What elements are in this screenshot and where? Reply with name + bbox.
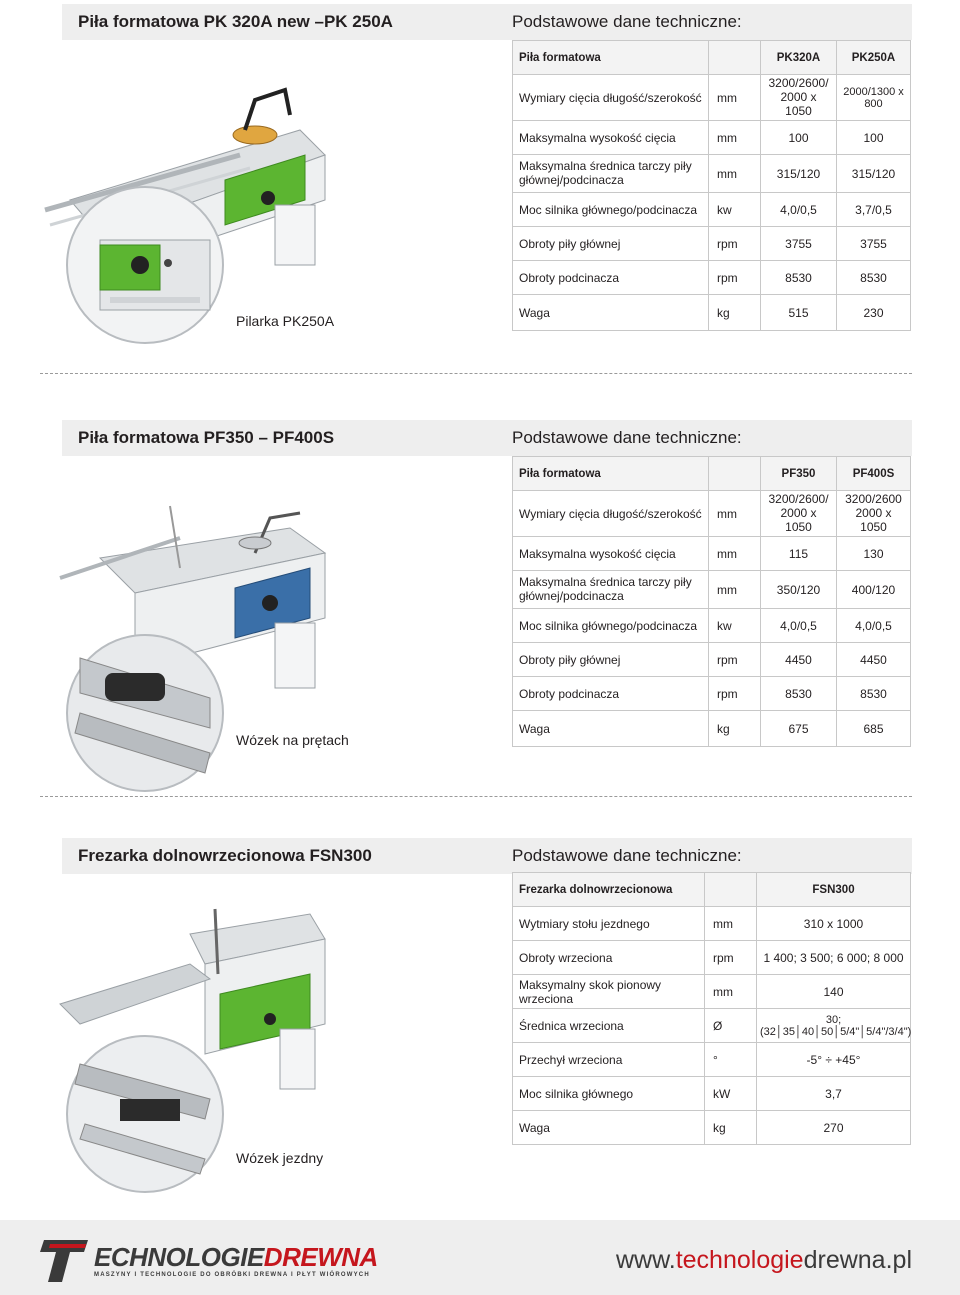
cell-unit: rpm <box>709 227 761 261</box>
section-title: Frezarka dolnowrzecionowa FSN300 <box>62 838 502 874</box>
cell-unit: rpm <box>709 261 761 295</box>
cell-label: Maksymalny skok pionowy wrzeciona <box>513 975 705 1009</box>
header-cell: Piła formatowa <box>513 457 709 491</box>
table-row <box>513 975 911 1009</box>
header-cell <box>709 457 761 491</box>
spec-table <box>512 456 911 747</box>
cell-value: 3755 <box>761 227 837 261</box>
cell-label: Obroty podcinacza <box>513 677 709 711</box>
cell-unit: kW <box>705 1077 757 1111</box>
header-cell: PK320A <box>761 41 837 75</box>
cell-value: 3,7 <box>757 1077 911 1111</box>
table-header-row <box>513 41 911 75</box>
cell-label: Obroty piły głównej <box>513 227 709 261</box>
cell-value: 30; (32│35│40│50│5/4"│5/4"/3/4") <box>757 1009 911 1043</box>
cell-value: 315/120 <box>761 155 837 193</box>
cell-unit: mm <box>709 155 761 193</box>
table-row <box>513 677 911 711</box>
cell-unit: mm <box>709 537 761 571</box>
cell-label: Przechył wrzeciona <box>513 1043 705 1077</box>
cell-label: Maksymalna średnica tarczy piły głównej/podcinacza <box>513 155 709 193</box>
website-link[interactable] <box>616 1246 912 1275</box>
cell-value: 2000/1300 x 800 <box>837 75 911 121</box>
cell-value: 270 <box>757 1111 911 1145</box>
cell-value: 3755 <box>837 227 911 261</box>
logo-word-1: ECHNOLOGIE <box>94 1242 264 1272</box>
logo-tagline: MASZYNY I TECHNOLOGIE DO OBRÓBKI DREWNA I PŁYT WIÓROWYCH <box>94 1272 370 1278</box>
cell-label: Waga <box>513 295 709 331</box>
cell-value: 400/120 <box>837 571 911 609</box>
table-row <box>513 121 911 155</box>
logo-text <box>94 1242 378 1278</box>
cell-value: 685 <box>837 711 911 747</box>
table-row <box>513 941 911 975</box>
header-cell: FSN300 <box>757 873 911 907</box>
brand-logo[interactable] <box>40 1234 378 1286</box>
cell-label: Wymiary cięcia długość/szerokość <box>513 75 709 121</box>
table-row <box>513 537 911 571</box>
table-row <box>513 491 911 537</box>
table-row <box>513 711 911 747</box>
header-cell: Frezarka dolnowrzecionowa <box>513 873 705 907</box>
cell-label: Obroty piły głównej <box>513 643 709 677</box>
header-cell: PF350 <box>761 457 837 491</box>
spec-table <box>512 40 911 331</box>
cell-label: Maksymalna wysokość cięcia <box>513 121 709 155</box>
table-row <box>513 193 911 227</box>
logo-t-icon <box>40 1236 90 1284</box>
cell-label: Obroty wrzeciona <box>513 941 705 975</box>
machine-photo <box>40 60 330 350</box>
cell-value: 115 <box>761 537 837 571</box>
cell-value: 100 <box>761 121 837 155</box>
table-row <box>513 609 911 643</box>
cell-value: 3,7/0,5 <box>837 193 911 227</box>
cell-unit: ° <box>705 1043 757 1077</box>
table-row <box>513 155 911 193</box>
cell-value: 100 <box>837 121 911 155</box>
table-header-row <box>513 457 911 491</box>
tech-data-title: Podstawowe dane techniczne: <box>502 420 912 456</box>
cell-label: Waga <box>513 1111 705 1145</box>
cell-value: 515 <box>761 295 837 331</box>
cell-unit: mm <box>705 907 757 941</box>
table-header-row <box>513 873 911 907</box>
photo-caption: Wózek na prętach <box>236 732 349 748</box>
cell-label: Moc silnika głównego/podcinacza <box>513 193 709 227</box>
cell-label: Maksymalna wysokość cięcia <box>513 537 709 571</box>
header-cell: PK250A <box>837 41 911 75</box>
cell-unit: kg <box>709 295 761 331</box>
cell-unit: Ø <box>705 1009 757 1043</box>
table-row <box>513 1043 911 1077</box>
footer <box>0 1220 960 1295</box>
url-part: www. <box>615 1246 676 1274</box>
cell-value: 8530 <box>837 677 911 711</box>
cell-unit: rpm <box>709 677 761 711</box>
cell-value: 140 <box>757 975 911 1009</box>
cell-value: 4,0/0,5 <box>761 609 837 643</box>
table-row <box>513 643 911 677</box>
logo-word-2: DREWNA <box>263 1242 378 1272</box>
cell-value: 8530 <box>761 261 837 295</box>
photo-caption: Wózek jezdny <box>236 1150 324 1166</box>
section-fsn <box>0 838 960 1178</box>
cell-label: Obroty podcinacza <box>513 261 709 295</box>
cell-label: Moc silnika głównego <box>513 1077 705 1111</box>
cell-unit: mm <box>709 121 761 155</box>
url-part: technologie <box>675 1246 804 1274</box>
cell-unit: kw <box>709 193 761 227</box>
cell-value: 4450 <box>761 643 837 677</box>
header-cell <box>705 873 757 907</box>
cell-unit: mm <box>709 571 761 609</box>
cell-label: Maksymalna średnica tarczy piły głównej/podcinacza <box>513 571 709 609</box>
header-cell <box>709 41 761 75</box>
section-pk <box>0 0 960 360</box>
cell-value: 310 x 1000 <box>757 907 911 941</box>
table-row <box>513 227 911 261</box>
cell-label: Średnica wrzeciona <box>513 1009 705 1043</box>
table-row <box>513 1077 911 1111</box>
table-row <box>513 295 911 331</box>
cell-unit: mm <box>709 75 761 121</box>
cell-value: -5° ÷ +45° <box>757 1043 911 1077</box>
machine-photo <box>40 498 330 798</box>
cell-value: 130 <box>837 537 911 571</box>
cell-value: 4450 <box>837 643 911 677</box>
table-row <box>513 261 911 295</box>
cell-unit: mm <box>705 975 757 1009</box>
cell-label: Waga <box>513 711 709 747</box>
cell-value: 315/120 <box>837 155 911 193</box>
cell-value: 4,0/0,5 <box>761 193 837 227</box>
tech-data-title: Podstawowe dane techniczne: <box>502 4 912 40</box>
section-pf <box>0 420 960 800</box>
tech-data-title: Podstawowe dane techniczne: <box>502 838 912 874</box>
cell-value: 350/120 <box>761 571 837 609</box>
cell-label: Wytmiary stołu jezdnego <box>513 907 705 941</box>
cell-unit: rpm <box>705 941 757 975</box>
divider <box>40 796 912 797</box>
photo-caption: Pilarka PK250A <box>236 313 335 329</box>
table-row <box>513 571 911 609</box>
section-title: Piła formatowa PK 320A new –PK 250A <box>62 4 502 40</box>
cell-unit: mm <box>709 491 761 537</box>
cell-value: 8530 <box>837 261 911 295</box>
cell-unit: kg <box>705 1111 757 1145</box>
url-part: drewna.pl <box>803 1246 912 1274</box>
table-row <box>513 75 911 121</box>
cell-unit: kw <box>709 609 761 643</box>
cell-value: 4,0/0,5 <box>837 609 911 643</box>
table-row <box>513 1111 911 1145</box>
section-title: Piła formatowa PF350 – PF400S <box>62 420 502 456</box>
table-row <box>513 1009 911 1043</box>
cell-value: 230 <box>837 295 911 331</box>
divider <box>40 373 912 374</box>
header-cell: PF400S <box>837 457 911 491</box>
cell-label: Wymiary cięcia długość/szerokość <box>513 491 709 537</box>
cell-value: 1 400; 3 500; 6 000; 8 000 <box>757 941 911 975</box>
cell-value: 3200/2600 2000 x 1050 <box>837 491 911 537</box>
cell-value: 3200/2600/ 2000 x 1050 <box>761 491 837 537</box>
table-row <box>513 907 911 941</box>
cell-value: 675 <box>761 711 837 747</box>
cell-value: 3200/2600/ 2000 x 1050 <box>761 75 837 121</box>
spec-table <box>512 872 911 1145</box>
cell-unit: rpm <box>709 643 761 677</box>
cell-unit: kg <box>709 711 761 747</box>
cell-label: Moc silnika głównego/podcinacza <box>513 609 709 643</box>
header-cell: Piła formatowa <box>513 41 709 75</box>
cell-value: 8530 <box>761 677 837 711</box>
